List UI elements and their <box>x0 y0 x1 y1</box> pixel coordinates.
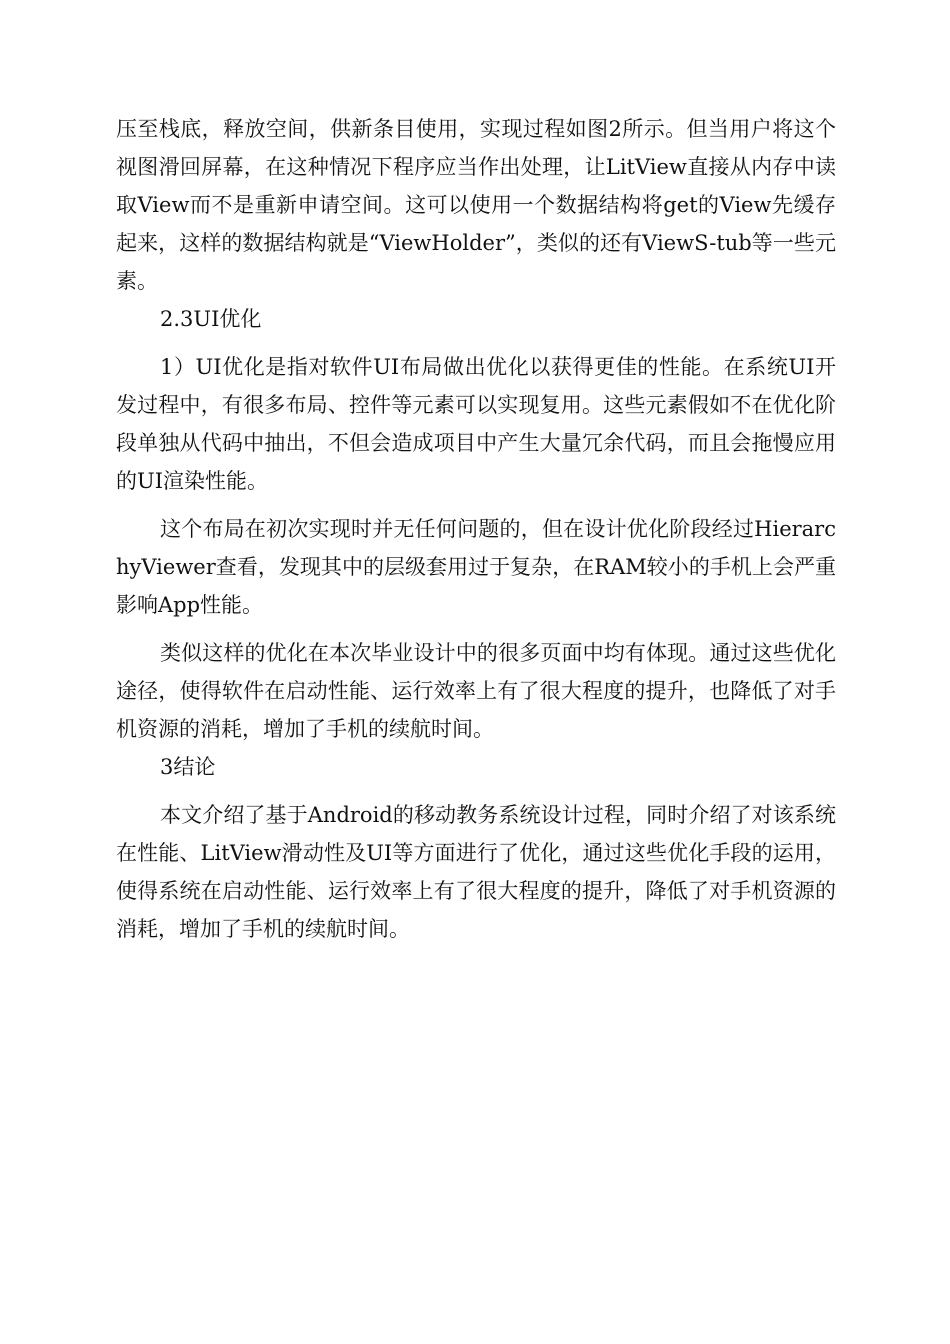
paragraph-conclusion: 本文介绍了基于Android的移动教务系统设计过程，同时介绍了对该系统在性能、LitView滑动性及UI等方面进行了优化，通过这些优化手段的运用，使得系统在启动性能、运行效率上有了很大程度的提升，降低了对手机资源的消耗，增加了手机的续航时间。 <box>116 803 836 941</box>
section-heading-ui-optimization: 2.3UI优化 <box>160 307 262 331</box>
paragraph-viewholder: 压至栈底，释放空间，供新条目使用，实现过程如图2所示。但当用户将这个视图滑回屏幕，在这种情况下程序应当作出处理，让LitView直接从内存中读取View而不是重新申请空间。这可以使用一个数据结构将get的View先缓存起来，这样的数据结构就是“ViewHolder”，类似的还有ViewS-tub等一些元素。 <box>116 117 836 293</box>
section-heading-conclusion: 3结论 <box>160 755 216 779</box>
paragraph-hierarchy-viewer: 这个布局在初次实现时并无任何问题的，但在设计优化阶段经过HierarchyViewer查看，发现其中的层级套用过于复杂，在RAM较小的手机上会严重影响App性能。 <box>116 517 836 617</box>
paragraph-ui-optimization: 1）UI优化是指对软件UI布局做出优化以获得更佳的性能。在系统UI开发过程中，有很多布局、控件等元素可以实现复用。这些元素假如不在优化阶段单独从代码中抽出，不但会造成项目中产生大量冗余代码，而且会拖慢应用的UI渲染性能。 <box>116 355 836 493</box>
paragraph-optimization-results: 类似这样的优化在本次毕业设计中的很多页面中均有体现。通过这些优化途径，使得软件在启动性能、运行效率上有了很大程度的提升，也降低了对手机资源的消耗，增加了手机的续航时间。 <box>116 641 836 741</box>
body-text <box>116 110 836 948</box>
